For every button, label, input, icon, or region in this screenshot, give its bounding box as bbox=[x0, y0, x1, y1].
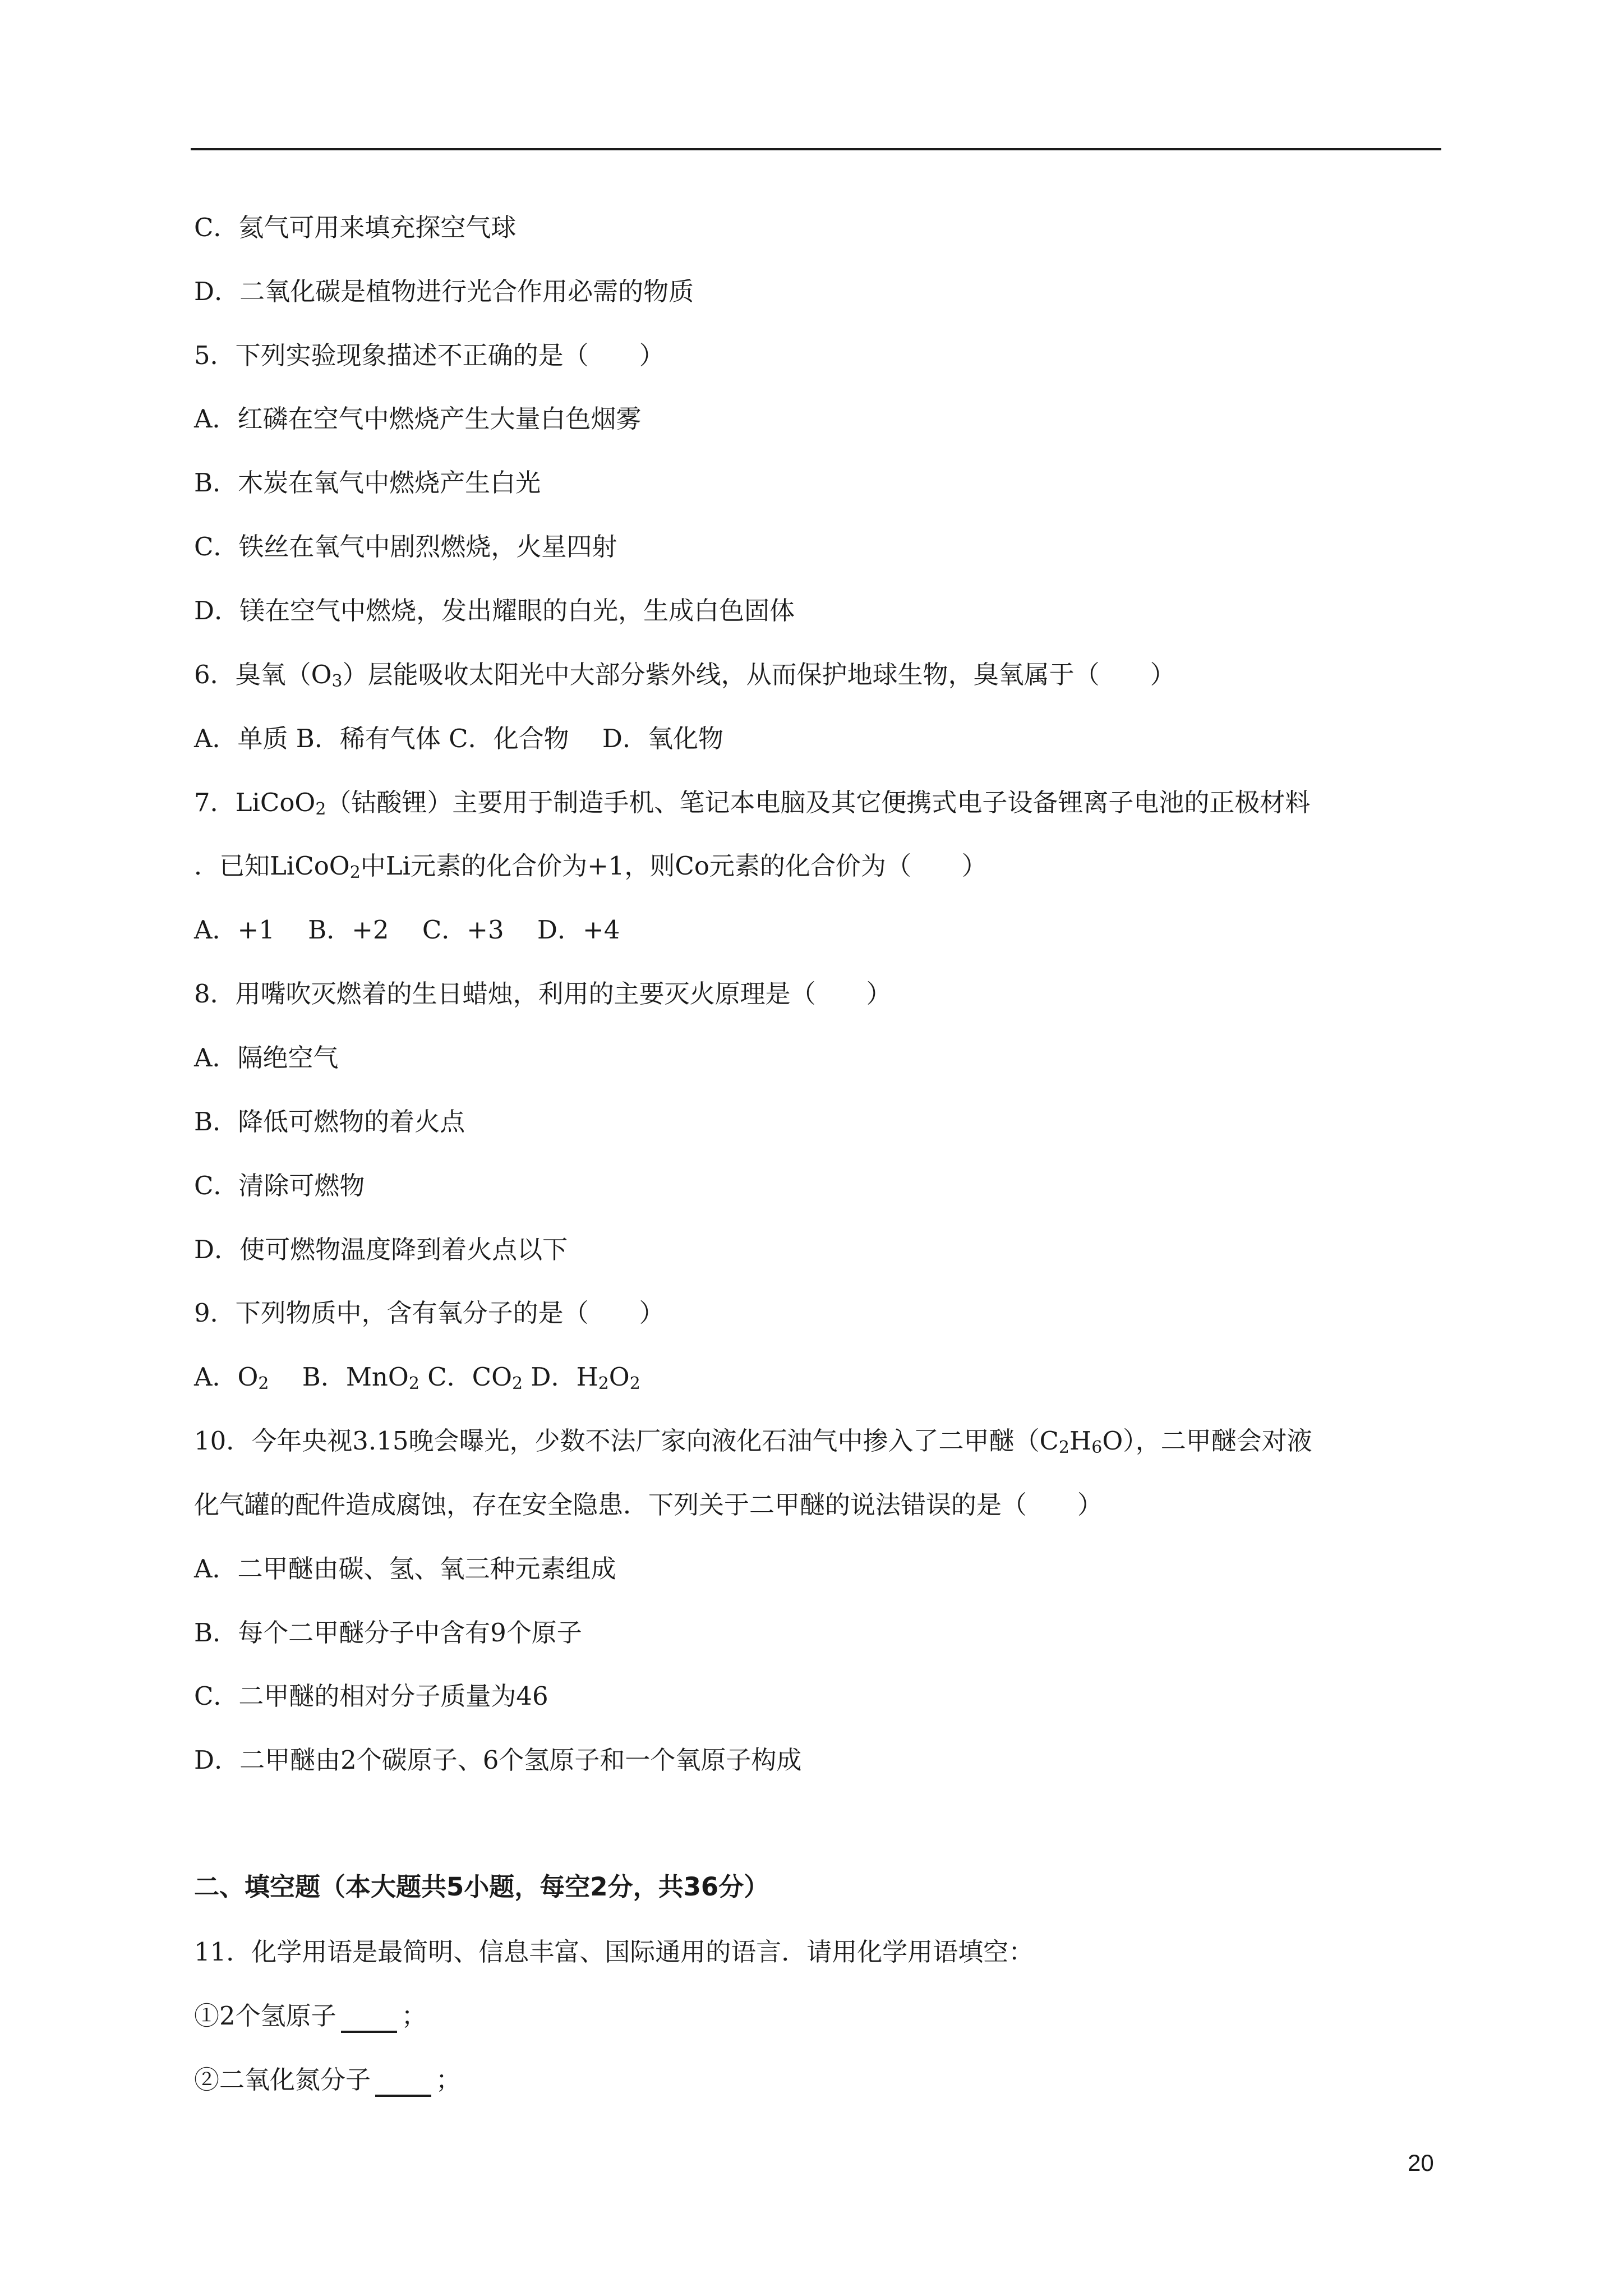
question-11-part-2: ②二氧化氮分子 ； bbox=[194, 2063, 461, 2097]
question-9: 9．下列物质中，含有氧分子的是（ ） bbox=[194, 1298, 665, 1328]
option-d-q10: D．二甲醚由2个碳原子、6个氢原子和一个氧原子构成 bbox=[194, 1745, 802, 1775]
question-7: 7．LiCoO$_2$（钴酸锂）主要用于制造手机、笔记本电脑及其它便携式电子设备锂离子电池的正极材料 bbox=[194, 788, 1311, 819]
section-heading: 二、填空题（本大题共5小题，每空2分，共36分） bbox=[194, 1872, 769, 1902]
question-5: 5．下列实验现象描述不正确的是（ ） bbox=[194, 341, 665, 370]
options-q6: A．单质 B．稀有气体 C．化合物 D．氧化物 bbox=[194, 724, 723, 753]
option-d-q4: D．二氧化碳是植物进行光合作用必需的物质 bbox=[194, 277, 694, 306]
option-c-q5: C．铁丝在氧气中剧烈燃烧，火星四射 bbox=[194, 532, 617, 562]
header-rule bbox=[191, 148, 1441, 150]
options-q7: A．+1 B．+2 C．+3 D．+4 bbox=[194, 915, 620, 945]
options-q9: A．$O_2$ B．MnO$_2$ C．$CO_2$ D．$H_2O_2$ bbox=[194, 1362, 640, 1393]
option-d-q5: D．镁在空气中燃烧，发出耀眼的白光，生成白色固体 bbox=[194, 596, 795, 625]
option-c-q8: C．清除可燃物 bbox=[194, 1171, 365, 1200]
option-a-q10: A．二甲醚由碳、氢、氧三种元素组成 bbox=[194, 1554, 616, 1584]
page-number: 20 bbox=[1408, 2150, 1434, 2176]
option-a-q5: A．红磷在空气中燃烧产生大量白色烟雾 bbox=[194, 404, 642, 434]
option-b-q8: B．降低可燃物的着火点 bbox=[194, 1107, 465, 1137]
answer-blank-1[interactable] bbox=[341, 2006, 397, 2033]
option-b-q10: B．每个二甲醚分子中含有9个原子 bbox=[194, 1618, 582, 1648]
option-c-q10: C．二甲醚的相对分子质量为46 bbox=[194, 1681, 548, 1711]
question-10: 10．今年央视3.15晚会曝光，少数不法厂家向液化石油气中掺入了二甲醚$(C_2H_6O)$，二甲醚会对液 bbox=[194, 1426, 1312, 1457]
answer-blank-2[interactable] bbox=[375, 2070, 431, 2097]
question-7-cont: ．已知LiCoO$_2$中Li元素的化合价为+1，则Co元素的化合价为（ ） bbox=[194, 851, 987, 882]
option-c-q4: C．氦气可用来填充探空气球 bbox=[194, 213, 517, 242]
question-11: 11．化学用语是最简明、信息丰富、国际通用的语言．请用化学用语填空： bbox=[194, 1937, 1034, 1967]
option-b-q5: B．木炭在氧气中燃烧产生白光 bbox=[194, 468, 541, 498]
option-a-q8: A．隔绝空气 bbox=[194, 1043, 339, 1073]
question-10-cont: 化气罐的配件造成腐蚀，存在安全隐患．下列关于二甲醚的说法错误的是（ ） bbox=[194, 1490, 1103, 1520]
question-8: 8．用嘴吹灭燃着的生日蜡烛，利用的主要灭火原理是（ ） bbox=[194, 979, 892, 1009]
question-6: 6．臭氧$(O_3)$层能吸收太阳光中大部分紫外线，从而保护地球生物，臭氧属于（ ） bbox=[194, 660, 1175, 691]
option-d-q8: D．使可燃物温度降到着火点以下 bbox=[194, 1235, 568, 1264]
question-11-part-1: ①2个氢原子 ； bbox=[194, 1999, 427, 2033]
